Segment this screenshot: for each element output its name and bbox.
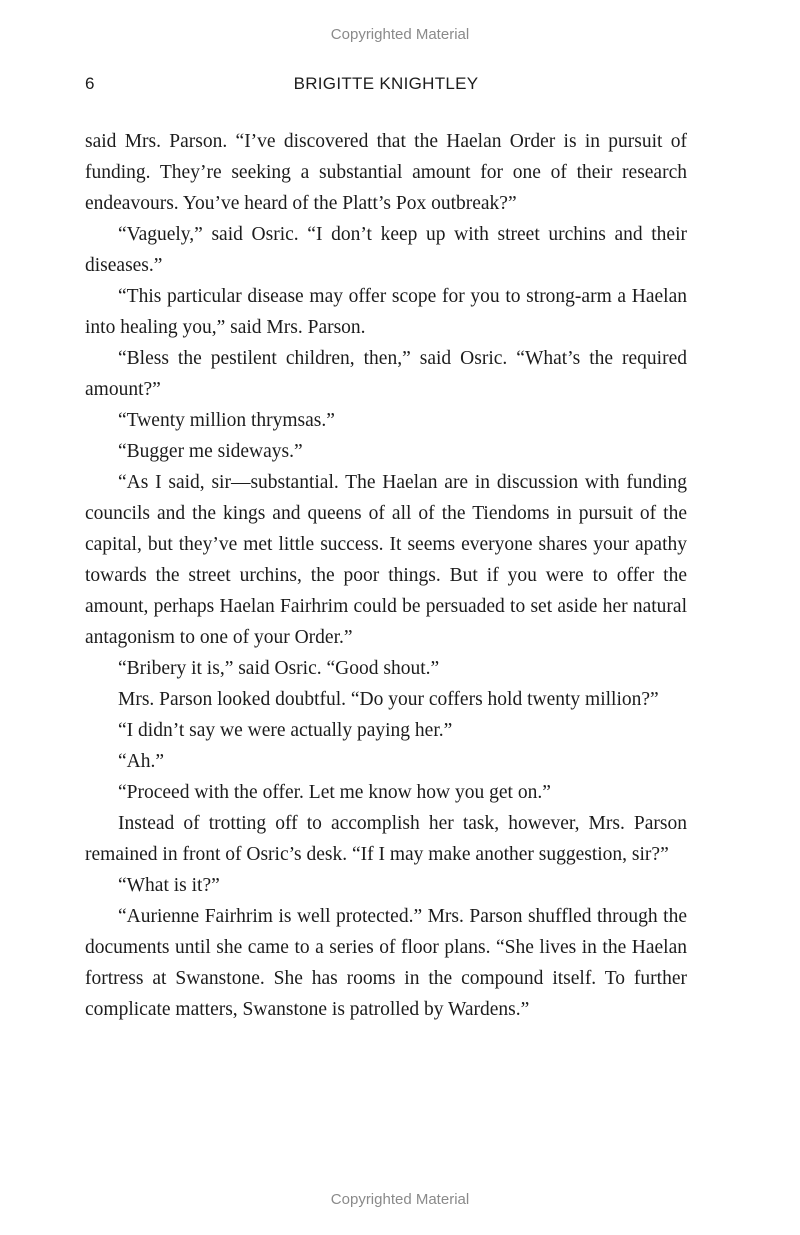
paragraph: “Bribery it is,” said Osric. “Good shout.” xyxy=(118,658,440,679)
paragraph: “I didn’t say we were actually paying her.” xyxy=(118,720,453,741)
paragraph: “This particular disease may offer scope for you to strong-arm a Haelan into healing you,” said Mrs. Parson. xyxy=(85,286,687,338)
paragraph: “Aurienne Fairhrim is well protected.” Mrs. Parson shuffled through the documents until she came to a series of floor plans. “She lives in the Haelan fortress at Swanstone. She has rooms in the compound itself. To further complicate matters, Swanstone is patrolled by Wardens.” xyxy=(85,906,687,1020)
paragraph: Instead of trotting off to accomplish her task, however, Mrs. Parson remained in front of Osric’s desk. “If I may make another suggestion, sir?” xyxy=(85,813,687,865)
paragraph: “Bless the pestilent children, then,” said Osric. “What’s the required amount?” xyxy=(85,348,687,400)
copyright-watermark-top: Copyrighted Material xyxy=(330,26,470,43)
paragraph: “Twenty million thrymsas.” xyxy=(118,410,335,431)
paragraph: “As I said, sir—substantial. The Haelan are in discussion with funding councils and the kings and queens of all of the Tiendoms in pursuit of the capital, but they’ve met little success. It seems everyone shares your apathy towards the street urchins, the poor things. But if you were to offer the amount, perhaps Haelan Fairhrim could be persuaded to set aside her natural antagonism to one of your Order.” xyxy=(85,472,687,648)
paragraph: “Vaguely,” said Osric. “I don’t keep up with street urchins and their diseases.” xyxy=(85,224,687,276)
paragraph: Mrs. Parson looked doubtful. “Do your coffers hold twenty million?” xyxy=(118,689,659,710)
page-number: 6 xyxy=(85,74,95,93)
copyright-watermark-bottom: Copyrighted Material xyxy=(330,1191,470,1208)
body-text xyxy=(85,126,687,1025)
paragraph: “What is it?” xyxy=(118,875,220,896)
paragraph: “Ah.” xyxy=(118,751,165,772)
paragraph: “Bugger me sideways.” xyxy=(118,441,303,462)
paragraph: “Proceed with the offer. Let me know how you get on.” xyxy=(118,782,551,803)
paragraph: said Mrs. Parson. “I’ve discovered that the Haelan Order is in pursuit of funding. They’re seeking a substantial amount for one of their research endeavours. You’ve heard of the Platt’s Pox outbreak?” xyxy=(85,131,687,214)
running-title: BRIGITTE KNIGHTLEY xyxy=(293,74,479,93)
running-header xyxy=(85,74,687,98)
